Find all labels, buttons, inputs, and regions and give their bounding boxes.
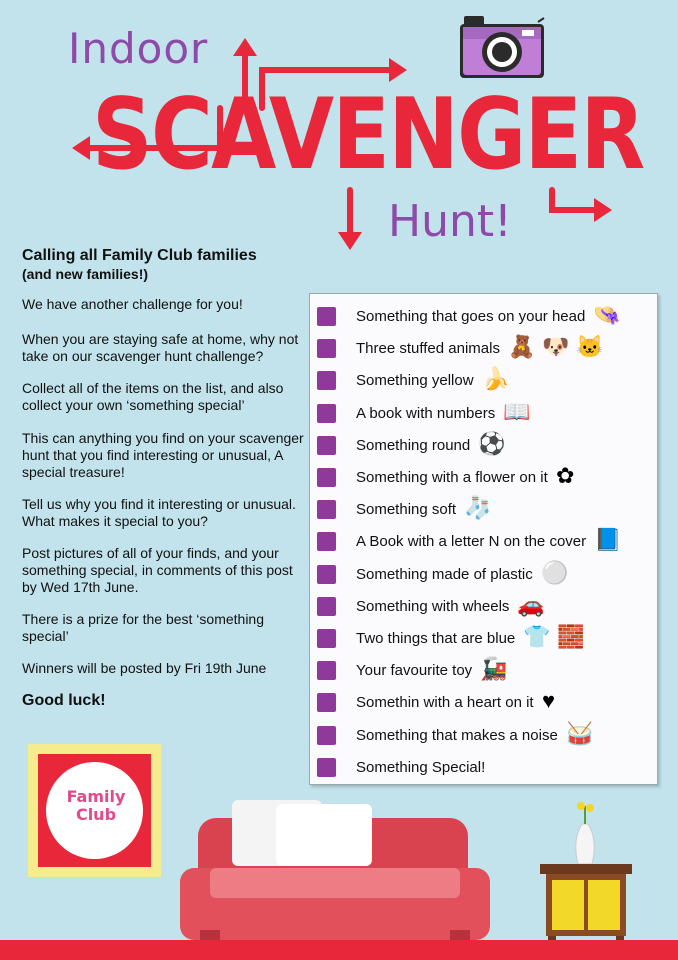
item-illustration-icon: 🧱 [557,624,585,649]
checkbox[interactable] [317,436,336,455]
checkbox[interactable] [317,307,336,326]
checklist-item [310,620,657,652]
item-illustration-icon: 📖 [503,398,531,424]
cabinet-illustration [536,800,636,945]
sofa-illustration [180,790,510,945]
checkbox[interactable] [317,468,336,487]
checkbox[interactable] [317,404,336,423]
item-illustration-icon: ♥ [542,688,556,714]
item-illustration-icon: 🍌 [482,366,510,392]
checkbox[interactable] [317,693,336,712]
title-hunt: Hunt! [388,196,512,247]
item-illustration-icon: ✿ [556,463,575,488]
checkbox[interactable] [317,532,336,551]
logo-text [62,788,130,824]
intro-paragraph: Collect all of the items on the list, and also collect your own ‘something special’ [22,380,284,413]
checklist-item-label: A Book with a letter N on the cover [356,533,587,551]
item-illustration-icon: 🥁 [566,720,594,746]
checkbox[interactable] [317,597,336,616]
checklist-item-label: Something that makes a noise [356,726,558,744]
checklist-item [310,652,657,684]
intro-paragraph: Winners will be posted by Fri 19th June [22,660,267,676]
checklist-item [310,749,657,781]
item-illustration-icon: ⚪ [541,559,569,585]
checklist-item [310,362,657,394]
checklist-item-label: Something with a flower on it [356,469,548,486]
checklist-item [310,330,657,362]
checklist-item [310,459,657,491]
checklist-item-label: A book with numbers [356,404,496,422]
item-illustration-icon: 🧸 [508,334,536,360]
intro-paragraph: This can anything you find on your scavenger hunt that you find interesting or unusual, A special treasure! [22,430,304,480]
checkbox[interactable] [317,758,336,777]
good-luck-text: Good luck! [22,692,106,709]
checklist-item-label: Something yellow [356,372,474,390]
checklist-item-label: Two things that are blue [356,630,516,647]
checklist-item-label: Something round [356,436,471,454]
floor-strip [0,940,678,960]
title-indoor: Indoor [68,24,209,73]
checkbox[interactable] [317,726,336,745]
checkbox[interactable] [317,565,336,584]
checklist-item [310,588,657,620]
intro-paragraph: We have another challenge for you! [22,296,243,312]
checklist-item-label: Something that goes on your head [356,308,586,325]
intro-paragraph: When you are staying safe at home, why not take on our scavenger hunt challenge? [22,331,299,364]
logo-line-family: Family [66,787,126,806]
intro-subheading: (and new families!) [22,266,149,282]
checklist-item [310,523,657,555]
item-illustration-icon: 🚗 [517,591,545,617]
item-illustration-icon: 🐱 [576,334,604,360]
item-illustration-icon: 📘 [594,527,622,553]
checklist-item [310,717,657,749]
item-illustration-icon: 🚂 [480,656,508,682]
checklist-item [310,427,657,459]
checklist-item-label: Three stuffed animals [356,340,500,358]
checklist-item-label: Something with wheels [356,597,510,615]
camera-icon [458,14,548,80]
item-illustration-icon: 👒 [593,302,621,327]
checklist-item [310,298,657,330]
checklist-item [310,684,657,716]
title-scavenger: SCAVENGER [92,78,644,192]
intro-paragraph: There is a prize for the best ‘something special’ [22,611,265,644]
intro-heading: Calling all Family Club families [22,247,257,264]
checkbox[interactable] [317,339,336,358]
item-illustration-icon: 👕 [523,624,551,649]
item-illustration-icon: 🧦 [464,495,492,521]
checklist-item-label: Something soft [356,501,457,519]
item-illustration-icon: 🐶 [542,334,570,360]
intro-paragraph: Tell us why you find it interesting or unusual. What makes it special to you? [22,496,296,529]
checklist-item [310,556,657,588]
checkbox[interactable] [317,661,336,680]
intro-paragraph: Post pictures of all of your finds, and your something special, in comments of this post by Wed 17th June. [22,545,293,595]
checklist-item-label: Your favourite toy [356,662,473,680]
checkbox[interactable] [317,629,336,648]
checklist-item-label: Something Special! [356,758,486,776]
checklist-item-label: Somethin with a heart on it [356,694,534,712]
logo-line-club: Club [75,805,117,824]
checklist-item [310,491,657,523]
item-illustration-icon: ⚽ [478,430,506,456]
checklist-item [310,395,657,427]
checklist-card [309,293,658,785]
checkbox[interactable] [317,371,336,390]
checklist-item-label: Something made of plastic [356,565,533,583]
checkbox[interactable] [317,500,336,519]
